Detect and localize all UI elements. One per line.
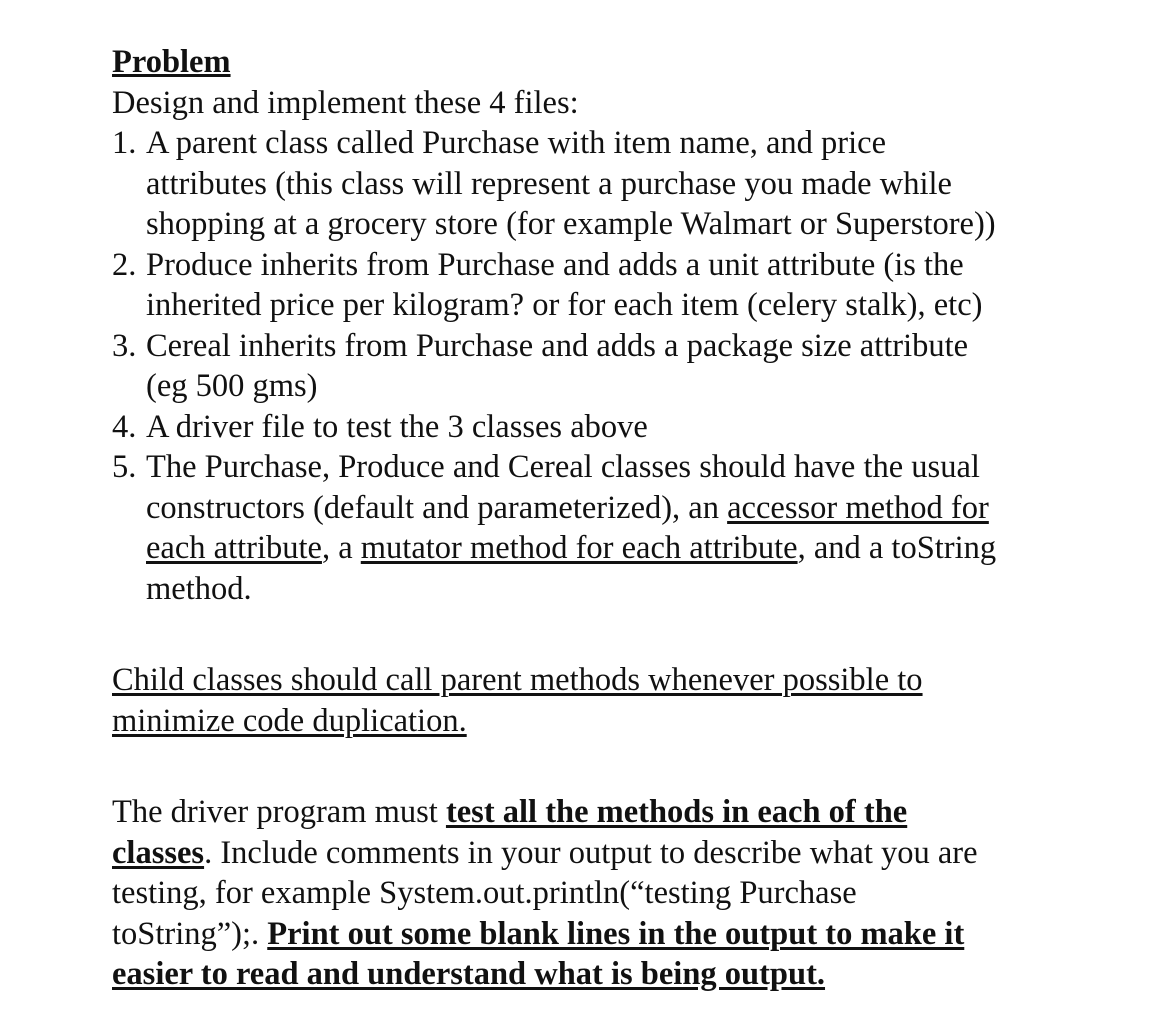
driver-line-1-text: The driver program must xyxy=(112,794,446,830)
item-5-line-1: The Purchase, Produce and Cereal classes should have the usual xyxy=(146,449,980,485)
list-item xyxy=(112,447,1112,609)
item-3-line-1: Cereal inherits from Purchase and adds a package size attribute xyxy=(146,327,969,364)
item-number: 4. xyxy=(112,408,137,445)
item-2-line-2: inherited price per kilogram? or for each item (celery stalk), etc) xyxy=(146,287,983,323)
driver-line-4-text: toString”);. xyxy=(112,915,268,952)
child-note-line-1: Child classes should call parent methods whenever possible to xyxy=(112,662,923,698)
item-5-line-3-text-a: , a xyxy=(321,530,361,566)
item-1-line-3: shopping at a grocery store (for example Walmart or Superstore)) xyxy=(146,206,996,242)
item-number: 1. xyxy=(112,125,137,161)
item-5-line-3 xyxy=(146,528,1112,569)
document-page xyxy=(112,42,1112,995)
item-number: 5. xyxy=(112,449,137,485)
item-5-line-2-text: constructors (default and parameterized), an xyxy=(146,489,728,526)
driver-bold-emphasis-3: Print out some blank lines in the output to make it xyxy=(267,915,965,952)
accessor-method-underlined: accessor method for xyxy=(727,489,989,526)
child-note-line-2: minimize code duplication. xyxy=(112,702,467,739)
list-item xyxy=(112,245,1112,326)
child-classes-note xyxy=(112,660,1112,741)
driver-line-4 xyxy=(112,914,1112,955)
list-item xyxy=(112,326,1112,407)
driver-line-2 xyxy=(112,833,1112,874)
intro-text: Design and implement these 4 files: xyxy=(112,84,579,121)
each-attribute-underlined: each attribute xyxy=(146,530,322,566)
item-5-line-2 xyxy=(146,488,1112,529)
driver-line-1 xyxy=(112,792,1112,833)
item-5-line-3-text-b: , and a toString xyxy=(797,530,997,566)
item-number: 2. xyxy=(112,246,137,283)
list-item xyxy=(112,123,1112,245)
item-number: 3. xyxy=(112,327,137,364)
list-item xyxy=(112,407,1112,448)
driver-bold-emphasis-4: easier to read and understand what is being output. xyxy=(112,956,826,992)
item-5-line-4: method. xyxy=(146,570,252,607)
requirements-list xyxy=(112,123,1112,609)
driver-line-5 xyxy=(112,954,1112,995)
mutator-method-underlined: mutator method for each attribute xyxy=(360,530,798,566)
item-2-line-1: Produce inherits from Purchase and adds a unit attribute (is the xyxy=(146,246,964,283)
driver-line-2-text: . Include comments in your output to describe what you are xyxy=(204,834,978,871)
driver-bold-emphasis-1: test all the methods in each of the xyxy=(445,794,908,830)
driver-bold-emphasis-2: classes xyxy=(112,834,205,871)
item-3-line-2: (eg 500 gms) xyxy=(146,368,318,404)
driver-paragraph xyxy=(112,792,1112,995)
driver-line-3: testing, for example System.out.println(“testing Purchase xyxy=(112,875,857,911)
item-1-line-2: attributes (this class will represent a purchase you made while xyxy=(146,165,952,202)
problem-heading: Problem xyxy=(112,44,231,80)
item-4-line-1: A driver file to test the 3 classes above xyxy=(146,408,648,445)
item-1-line-1: A parent class called Purchase with item name, and price xyxy=(146,125,887,161)
